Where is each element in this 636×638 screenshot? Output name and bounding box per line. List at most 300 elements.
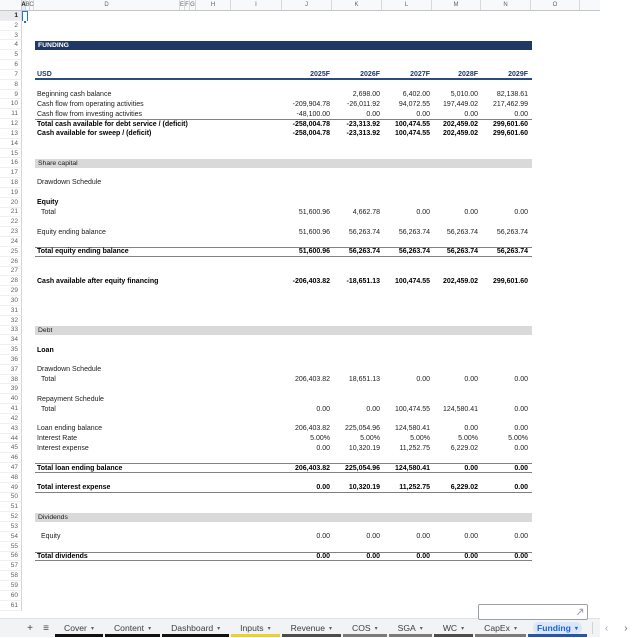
tab-color-strip [282,634,341,637]
tab-dropdown-icon[interactable]: ▾ [419,625,423,632]
cell[interactable]: 18,651.13 [348,376,380,384]
row-header-40[interactable]: 40 [0,394,22,404]
sheet-cells-area[interactable] [22,21,600,31]
row-header-42[interactable]: 42 [0,414,22,424]
cell[interactable]: 0.00 [514,464,528,472]
sheet-row [0,542,600,552]
tab-dropdown-icon[interactable]: ▾ [148,625,152,632]
sheet-cells-area[interactable] [22,443,600,453]
row-header-19[interactable]: 19 [0,188,22,198]
cell[interactable]: 0.00 [464,208,478,216]
cell[interactable]: 299,601.60 [492,130,528,138]
cell-label[interactable]: Total [41,208,56,216]
year-header-cell[interactable]: 2025F [310,71,330,79]
sheet-cells-area[interactable] [22,188,600,198]
cell[interactable]: 0.00 [416,110,430,118]
cell[interactable]: 0.00 [464,552,478,560]
row-header-23[interactable]: 23 [0,227,22,237]
row-header-60[interactable]: 60 [0,591,22,601]
sheet-tab-revenue[interactable] [281,619,342,637]
sheet-tab-label: CapEx [484,623,510,633]
cell-label[interactable]: Interest Rate [37,435,78,443]
cell[interactable]: 0.00 [514,552,528,560]
sheet-cells-area[interactable] [22,414,600,424]
sheet-cells-area[interactable] [22,276,600,286]
year-header-cell[interactable]: 2029F [508,71,528,79]
row-header-51[interactable]: 51 [0,502,22,512]
cell[interactable]: 56,263.74 [496,228,528,236]
column-header-n[interactable]: N [481,0,531,10]
row-header-5[interactable]: 5 [0,50,22,60]
row-header-3[interactable]: 3 [0,31,22,41]
sheet-cells-area[interactable] [22,434,600,444]
all-sheets-icon[interactable]: ≡ [43,622,49,634]
column-header-g[interactable]: G [190,2,195,8]
row-header-52[interactable]: 52 [0,512,22,522]
column-header-i[interactable]: I [231,0,282,10]
cell-label[interactable]: Equity ending balance [37,228,106,236]
cell[interactable]: 0.00 [514,444,528,452]
column-header-j[interactable]: J [282,0,332,10]
row-header-6[interactable]: 6 [0,60,22,70]
cell[interactable]: 0.00 [316,533,330,541]
sheet-cells-area[interactable] [22,571,600,581]
column-header-o[interactable]: O [531,0,580,10]
sheet-cells-area[interactable] [22,522,600,532]
sheet-cells-area[interactable] [22,375,600,385]
row-header-46[interactable]: 46 [0,453,22,463]
row-header-39[interactable]: 39 [0,384,22,394]
cell[interactable]: -48,100.00 [296,110,330,118]
cell[interactable]: 10,320.19 [348,484,380,492]
row-header-36[interactable]: 36 [0,355,22,365]
row-header-30[interactable]: 30 [0,296,22,306]
sheet-cells-area[interactable] [22,473,600,483]
cell[interactable]: 2,698.00 [352,91,380,99]
cell[interactable]: 6,402.00 [402,91,430,99]
sheet-cells-area[interactable] [22,99,600,109]
sheet-cells-area[interactable] [22,90,600,100]
cell[interactable]: 0.00 [464,376,478,384]
row-header-8[interactable]: 8 [0,80,22,90]
row-header-33[interactable]: 33 [0,326,22,336]
sheet-cells-area[interactable] [22,335,600,345]
cell[interactable]: 56,263.74 [398,228,430,236]
cell[interactable]: 100,474.55 [394,277,430,285]
row-header-34[interactable]: 34 [0,335,22,345]
sheet-tab-capex[interactable] [474,619,527,637]
section-banner[interactable]: Share capital [35,159,532,168]
section-banner[interactable]: Dividends [35,513,532,522]
cell[interactable]: 0.00 [464,425,478,433]
sheet-cells-area[interactable] [22,355,600,365]
cell[interactable]: 5.00% [458,435,478,443]
cell[interactable]: -209,904.78 [292,100,330,108]
year-header-cell[interactable]: 2027F [410,71,430,79]
sheet-tab-content[interactable] [104,619,161,637]
sheet-cells-area[interactable] [22,561,600,571]
cell-label[interactable]: Beginning cash balance [37,91,112,99]
sheet-cells-area[interactable] [22,11,600,21]
cell-label[interactable]: Equity [37,199,59,207]
sheet-row [0,129,600,139]
cell[interactable]: 202,459.02 [442,130,478,138]
sheet-row [0,227,600,237]
cell-label[interactable]: Cash flow from operating activities [37,100,144,108]
row-header-35[interactable]: 35 [0,345,22,355]
row-header-57[interactable]: 57 [0,561,22,571]
sheet-cells-area[interactable] [22,493,600,503]
row-header-44[interactable]: 44 [0,434,22,444]
cell-label[interactable]: Loan ending balance [37,425,103,433]
cell[interactable]: 0.00 [366,110,380,118]
row-header-17[interactable]: 17 [0,168,22,178]
row-header-24[interactable]: 24 [0,237,22,247]
cell-label[interactable]: Interest expense [37,444,89,452]
tab-dropdown-icon[interactable]: ▾ [513,625,517,632]
cell[interactable]: 51,600.96 [298,248,330,256]
row-header-43[interactable]: 43 [0,424,22,434]
sheet-cells-area[interactable] [22,149,600,159]
cell-label[interactable]: USD [37,71,52,79]
column-header-f[interactable]: F [185,2,189,8]
sheet-cells-area[interactable] [22,404,600,414]
cell[interactable]: 0.00 [316,444,330,452]
cell-label[interactable]: Drawdown Schedule [37,179,102,187]
sheet-cells-area[interactable] [22,168,600,178]
cell[interactable]: 6,229.02 [450,444,478,452]
cell[interactable]: 56,263.74 [446,228,478,236]
cell[interactable]: -23,313.92 [346,120,380,128]
cell[interactable]: 197,449.02 [442,100,478,108]
row-header-41[interactable]: 41 [0,404,22,414]
column-header-c[interactable]: C [29,2,34,8]
sheet-cells-area[interactable] [22,31,600,41]
row-header-56[interactable]: 56 [0,552,22,562]
sheet-row [0,404,600,414]
row-header-49[interactable]: 49 [0,483,22,493]
cell[interactable]: 124,580.41 [394,425,430,433]
row-header-29[interactable]: 29 [0,286,22,296]
sheet-cells-area[interactable] [22,178,600,188]
sheet-cells-area[interactable] [22,139,600,149]
cell[interactable]: 100,474.55 [394,405,430,413]
sheet-cells-area[interactable] [22,326,600,336]
section-banner[interactable]: Debt [35,326,532,335]
cell[interactable]: 0.00 [464,110,478,118]
row-header-28[interactable]: 28 [0,276,22,286]
sheet-cells-area[interactable] [22,365,600,375]
tab-dropdown-icon[interactable]: ▾ [374,625,378,632]
cell-label[interactable]: Drawdown Schedule [37,366,102,374]
sheet-tab-dashboard[interactable] [161,619,230,637]
sheet-cells-area[interactable] [22,227,600,237]
sheet-cells-area[interactable] [22,60,600,70]
cell[interactable]: 0.00 [416,208,430,216]
sheet-cells-area[interactable] [22,542,600,552]
sheet-cells-area[interactable] [22,463,600,473]
cell-label[interactable]: Total [41,376,56,384]
row-header-47[interactable]: 47 [0,463,22,473]
year-header-cell[interactable]: 2028F [458,71,478,79]
cell-label[interactable]: Total dividends [37,552,88,560]
tab-dropdown-icon[interactable]: ▾ [574,625,578,632]
sheet-cells-area[interactable] [22,267,600,277]
sheet-cells-area[interactable] [22,581,600,591]
cell[interactable]: 202,459.02 [442,277,478,285]
sheet-tab-cover[interactable] [54,619,104,637]
sheet-tab-funding[interactable] [527,619,588,637]
cell[interactable]: 100,474.55 [394,130,430,138]
cell[interactable]: 0.00 [464,464,478,472]
cell-label[interactable]: Total equity ending balance [37,248,129,256]
sheet-cells-area[interactable] [22,424,600,434]
row-header-37[interactable]: 37 [0,365,22,375]
cell[interactable]: 51,600.96 [298,208,330,216]
cell[interactable]: 10,320.19 [348,444,380,452]
cell[interactable]: 206,403.82 [294,376,330,384]
sheet-cells-area[interactable] [22,247,600,257]
sheet-cells-area[interactable] [22,40,600,50]
sheet-tab-label: Inputs [240,623,264,633]
cell[interactable]: 51,600.96 [298,228,330,236]
sheet-cells-area[interactable] [22,50,600,60]
cell[interactable]: -258,004.78 [292,130,330,138]
column-header-a[interactable]: A [21,2,26,8]
cell[interactable]: 0.00 [514,208,528,216]
cell[interactable]: 5.00% [310,435,330,443]
cell[interactable]: 225,054.96 [344,425,380,433]
cell[interactable]: 217,462.99 [492,100,528,108]
cell[interactable]: 206,403.82 [294,464,330,472]
tab-dropdown-icon[interactable]: ▾ [328,625,332,632]
cell[interactable]: 0.00 [316,405,330,413]
sheet-row [0,434,600,444]
cell[interactable]: 5.00% [410,435,430,443]
sheet-cells-area[interactable] [22,80,600,90]
row-header-14[interactable]: 14 [0,139,22,149]
row-header-18[interactable]: 18 [0,178,22,188]
cell[interactable]: 5,010.00 [450,91,478,99]
cell[interactable]: 124,580.41 [394,464,430,472]
column-header-k[interactable]: K [332,0,382,10]
sheet-cells-area[interactable] [22,483,600,493]
section-banner[interactable]: FUNDING [35,41,532,50]
cell[interactable]: 0.00 [416,552,430,560]
sheet-cells-area[interactable] [22,552,600,562]
cell[interactable]: 56,263.74 [446,248,478,256]
cell[interactable]: -258,004.78 [292,120,330,128]
cell-label[interactable]: Total [41,405,56,413]
cell[interactable]: 94,072.55 [398,100,430,108]
cell[interactable]: 0.00 [366,405,380,413]
row-header-20[interactable]: 20 [0,198,22,208]
cell[interactable]: 0.00 [514,484,528,492]
sheet-cells-area[interactable] [22,296,600,306]
row-header-4[interactable]: 4 [0,40,22,50]
resize-handle-icon [576,608,584,616]
cell[interactable]: 11,252.75 [399,484,430,492]
sheet-cells-area[interactable] [22,217,600,227]
next-sheets-icon[interactable]: › [624,622,628,634]
cell[interactable]: 56,263.74 [398,248,430,256]
row-header-11[interactable]: 11 [0,109,22,119]
cell[interactable]: 5.00% [508,435,528,443]
cell[interactable]: 0.00 [316,484,330,492]
sheet-cells-area[interactable] [22,129,600,139]
cell[interactable]: 299,601.60 [492,120,528,128]
sheet-cells-area[interactable] [22,591,600,601]
cell[interactable]: 0.00 [416,533,430,541]
row-header-38[interactable]: 38 [0,375,22,385]
row-header-9[interactable]: 9 [0,90,22,100]
cell[interactable]: 82,138.61 [496,91,528,99]
fill-handle[interactable] [23,20,27,24]
cell[interactable]: 56,263.74 [348,228,380,236]
cell[interactable]: 6,229.02 [450,484,478,492]
cell[interactable]: 225,054.96 [344,464,380,472]
cell-label[interactable]: Equity [41,533,61,541]
sheet-cells-area[interactable] [22,119,600,129]
sheet-cells-area[interactable] [22,345,600,355]
cell[interactable]: 56,263.74 [348,248,380,256]
sheet-cells-area[interactable] [22,208,600,218]
cell[interactable]: 0.00 [514,110,528,118]
sheet-row [0,424,600,434]
sheet-cells-area[interactable] [22,237,600,247]
sheet-cells-area[interactable] [22,306,600,316]
cell-label[interactable]: Loan [37,346,54,354]
row-header-12[interactable]: 12 [0,119,22,129]
cell[interactable]: 0.00 [366,552,380,560]
row-header-10[interactable]: 10 [0,99,22,109]
sheet-cells-area[interactable] [22,384,600,394]
cell[interactable]: -206,403.82 [292,277,330,285]
sheet-cells-area[interactable] [22,70,600,80]
cell-label[interactable]: Total cash available for debt service / (deficit) [37,120,188,128]
sheet-cells-area[interactable] [22,109,600,119]
sheet-row [0,502,600,512]
column-header-d[interactable]: D [34,0,180,10]
row-header-15[interactable]: 15 [0,149,22,159]
row-header-21[interactable]: 21 [0,208,22,218]
row-header-45[interactable]: 45 [0,443,22,453]
row-header-22[interactable]: 22 [0,217,22,227]
cell-label[interactable]: Cash available for sweep / (deficit) [37,130,152,138]
cell-label[interactable]: Repayment Schedule [37,395,104,403]
row-header-48[interactable]: 48 [0,473,22,483]
cell[interactable]: 0.00 [316,552,330,560]
sheet-row [0,561,600,571]
cell[interactable]: 0.00 [514,533,528,541]
sheet-tab-label: Revenue [290,623,325,633]
sheet-tab-bar [0,618,628,637]
column-header-l[interactable]: L [382,0,432,10]
sheet-cells-area[interactable] [22,158,600,168]
sheet-cells-area[interactable] [22,286,600,296]
row-header-26[interactable]: 26 [0,257,22,267]
sheet-tab-inputs[interactable] [230,619,280,637]
cell[interactable]: 0.00 [514,376,528,384]
row-header-25[interactable]: 25 [0,247,22,257]
cell[interactable]: 206,403.82 [294,425,330,433]
row-header-32[interactable]: 32 [0,316,22,326]
column-header-e[interactable]: E [180,2,185,8]
row-header-58[interactable]: 58 [0,571,22,581]
column-header-h[interactable]: H [196,0,231,10]
row-header-1[interactable]: 1 [0,11,22,21]
row-header-61[interactable]: 61 [0,601,22,611]
sheet-cells-area[interactable] [22,453,600,463]
sheet-tab-sga[interactable] [388,619,433,637]
cell[interactable]: 11,252.75 [399,444,430,452]
prev-sheets-icon[interactable]: ‹ [604,622,609,634]
year-header-cell[interactable]: 2026F [360,71,380,79]
row-header-7[interactable]: 7 [0,70,22,80]
sheet-cells-area[interactable] [22,198,600,208]
cell[interactable]: 0.00 [464,533,478,541]
cell[interactable]: 0.00 [514,405,528,413]
cell[interactable]: 299,601.60 [492,277,528,285]
cell-label[interactable]: Cash flow from investing activities [37,110,143,118]
select-all-corner[interactable] [0,0,22,10]
floating-panel[interactable] [478,604,588,620]
tab-dropdown-icon[interactable]: ▾ [217,625,221,632]
row-header-50[interactable]: 50 [0,493,22,503]
cell-label[interactable]: Total interest expense [37,484,111,492]
cell[interactable]: 5.00% [360,435,380,443]
cell[interactable]: 124,580.41 [442,405,478,413]
sheet-cells-area[interactable] [22,502,600,512]
cell[interactable]: 100,474.55 [394,120,430,128]
cell[interactable]: 0.00 [366,533,380,541]
cell[interactable]: 0.00 [514,425,528,433]
row-header-13[interactable]: 13 [0,129,22,139]
sheet-tab-wc[interactable] [433,619,474,637]
cell-label[interactable]: Total loan ending balance [37,464,123,472]
sheet-cells-area[interactable] [22,257,600,267]
sheet-tab-cos[interactable] [342,619,388,637]
row-header-2[interactable]: 2 [0,21,22,31]
tab-dropdown-icon[interactable]: ▾ [461,625,465,632]
spreadsheet-grid[interactable] [0,11,600,612]
cell[interactable]: 4,662.78 [352,208,380,216]
sheet-cells-area[interactable] [22,316,600,326]
column-header-b[interactable]: B [25,2,30,8]
sheet-cells-area[interactable] [22,394,600,404]
cell[interactable]: -18,651.13 [346,277,380,285]
tab-dropdown-icon[interactable]: ▾ [90,625,94,632]
add-sheet-icon[interactable]: + [27,622,33,634]
cell-label[interactable]: Cash available after equity financing [37,277,159,285]
cell[interactable]: -23,313.92 [346,130,380,138]
row-header-16[interactable]: 16 [0,158,22,168]
column-header-m[interactable]: M [432,0,481,10]
cell[interactable]: 202,459.02 [442,120,478,128]
cell[interactable]: 56,263.74 [496,248,528,256]
sheet-cells-area[interactable] [22,512,600,522]
cell[interactable]: -26,011.92 [347,100,380,108]
row-header-54[interactable]: 54 [0,532,22,542]
sheet-cells-area[interactable] [22,532,600,542]
row-header-31[interactable]: 31 [0,306,22,316]
tab-dropdown-icon[interactable]: ▾ [267,625,271,632]
cell[interactable]: 0.00 [416,376,430,384]
row-header-55[interactable]: 55 [0,542,22,552]
row-header-27[interactable]: 27 [0,267,22,277]
row-header-53[interactable]: 53 [0,522,22,532]
row-header-59[interactable]: 59 [0,581,22,591]
